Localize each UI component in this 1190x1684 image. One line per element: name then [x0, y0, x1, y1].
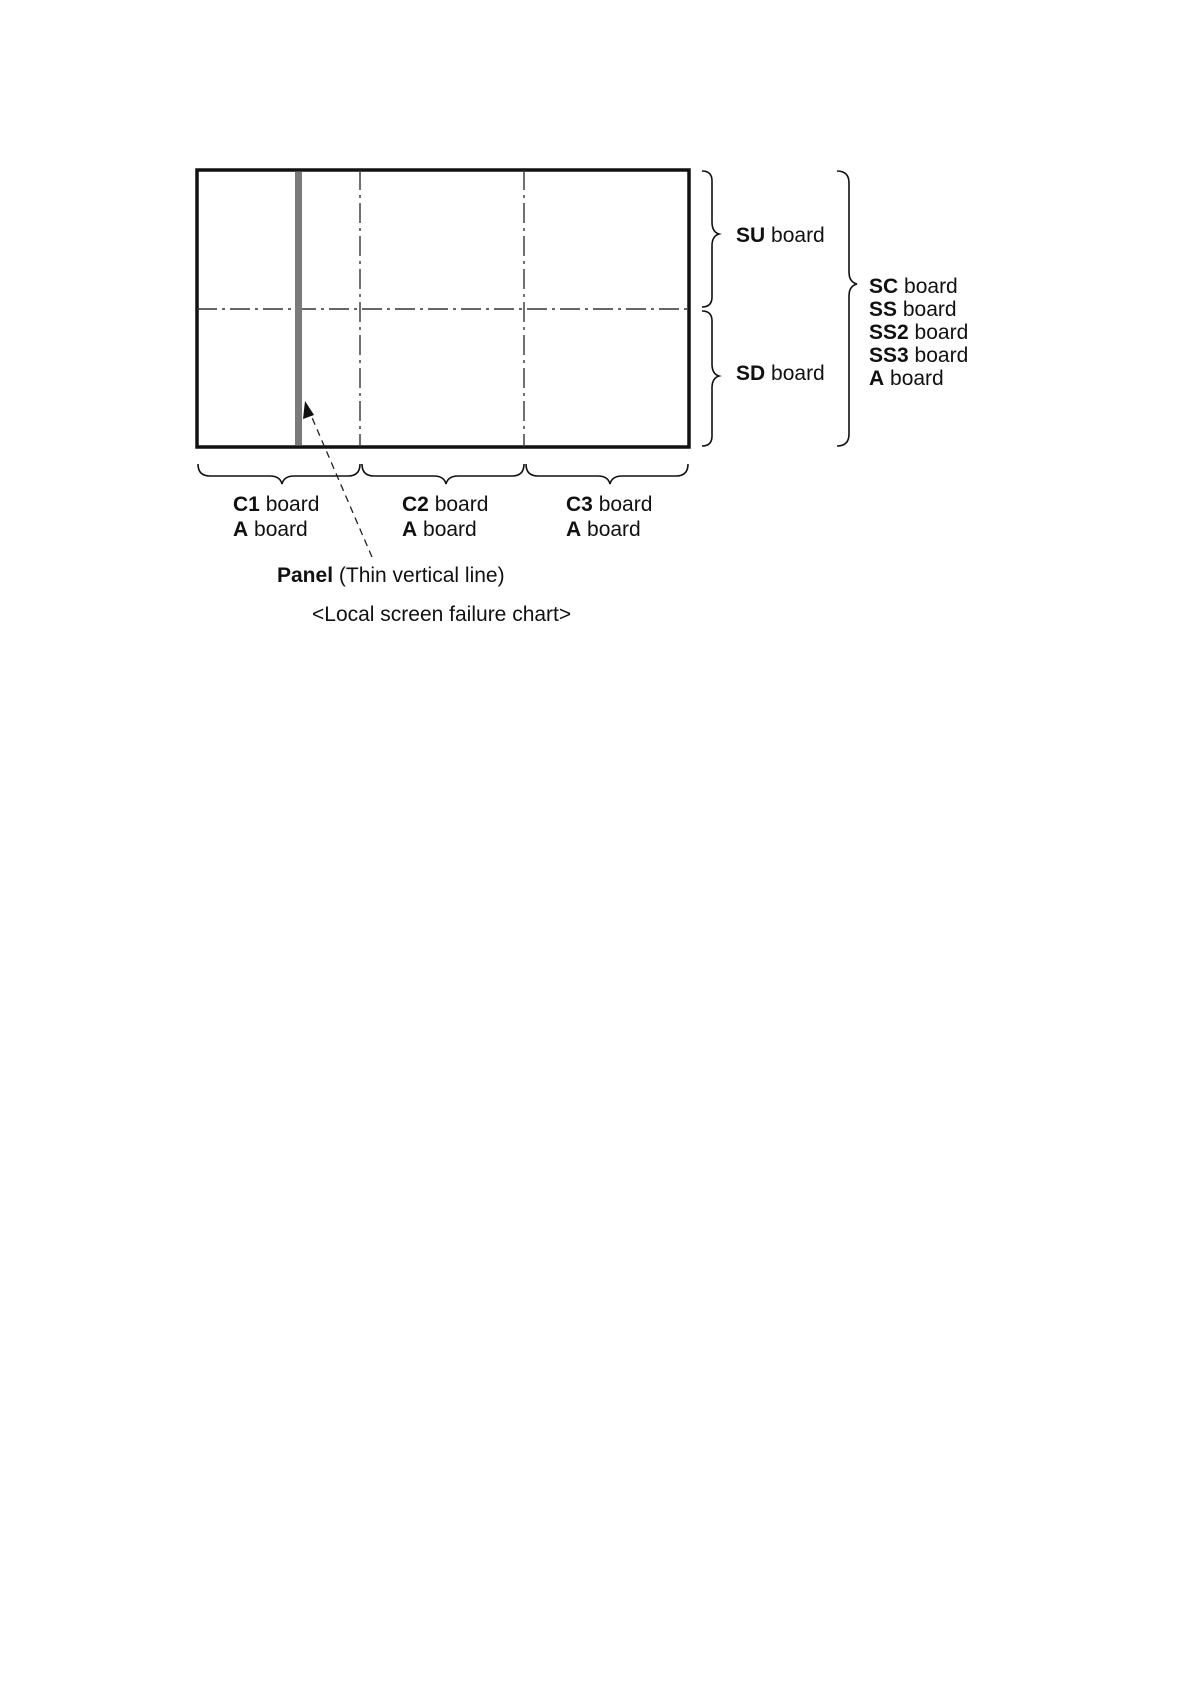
bottom-label-code: A: [233, 518, 249, 541]
outer-label-text: board: [890, 367, 944, 390]
label-sd-code: SD: [736, 362, 766, 385]
outer-label-ss2: [869, 321, 968, 344]
outer-label-text: board: [914, 344, 969, 367]
bottom-label-c2: [402, 492, 488, 542]
bottom-label-code: C1: [233, 493, 260, 516]
bottom-label-text: board: [265, 493, 320, 516]
bottom-label-text: board: [434, 493, 489, 516]
bottom-label-line2: [402, 517, 488, 542]
outer-label-code: SS3: [869, 344, 909, 367]
bottom-label-text: board: [423, 518, 477, 541]
panel-label-text: (Thin vertical line): [338, 564, 505, 587]
brace-c3: [526, 464, 688, 484]
panel-label: [277, 564, 505, 587]
bottom-label-text: board: [587, 518, 641, 541]
outer-label-text: board: [914, 321, 969, 344]
outer-label-text: board: [904, 275, 958, 298]
outer-label-sc: [869, 275, 968, 298]
bottom-label-code: A: [566, 518, 582, 541]
label-su-code: SU: [736, 224, 766, 247]
bottom-label-line2: [566, 517, 652, 542]
label-sd-text: board: [771, 362, 825, 385]
bottom-label-line1: [233, 492, 319, 517]
panel-label-code: Panel: [277, 564, 334, 587]
bottom-label-code: A: [402, 518, 418, 541]
outer-group-labels: [869, 275, 968, 390]
outer-label-text: board: [902, 298, 957, 321]
brace-outer: [837, 171, 857, 446]
bottom-label-line1: [566, 492, 652, 517]
bottom-label-code: C3: [566, 493, 593, 516]
bottom-label-text: board: [598, 493, 653, 516]
bottom-label-text: board: [254, 518, 308, 541]
label-su-text: board: [771, 224, 825, 247]
outer-label-code: SS2: [869, 321, 909, 344]
fault-vertical-line: [295, 172, 302, 445]
outer-label-ss: [869, 298, 968, 321]
outer-label-code: SC: [869, 275, 899, 298]
panel-pointer-arrowhead: [303, 401, 314, 419]
label-sd-board: [736, 362, 825, 385]
brace-sd: [702, 311, 719, 446]
bottom-label-code: C2: [402, 493, 429, 516]
outer-label-code: A: [869, 367, 885, 390]
brace-su: [702, 171, 719, 307]
label-su-board: [736, 224, 825, 247]
bottom-label-c1: [233, 492, 319, 542]
outer-label-a: [869, 367, 968, 390]
bottom-label-c3: [566, 492, 652, 542]
bottom-label-line2: [233, 517, 319, 542]
outer-label-ss3: [869, 344, 968, 367]
chart-caption: <Local screen failure chart>: [312, 603, 572, 626]
outer-label-code: SS: [869, 298, 898, 321]
brace-c2: [362, 464, 524, 484]
bottom-label-line1: [402, 492, 488, 517]
